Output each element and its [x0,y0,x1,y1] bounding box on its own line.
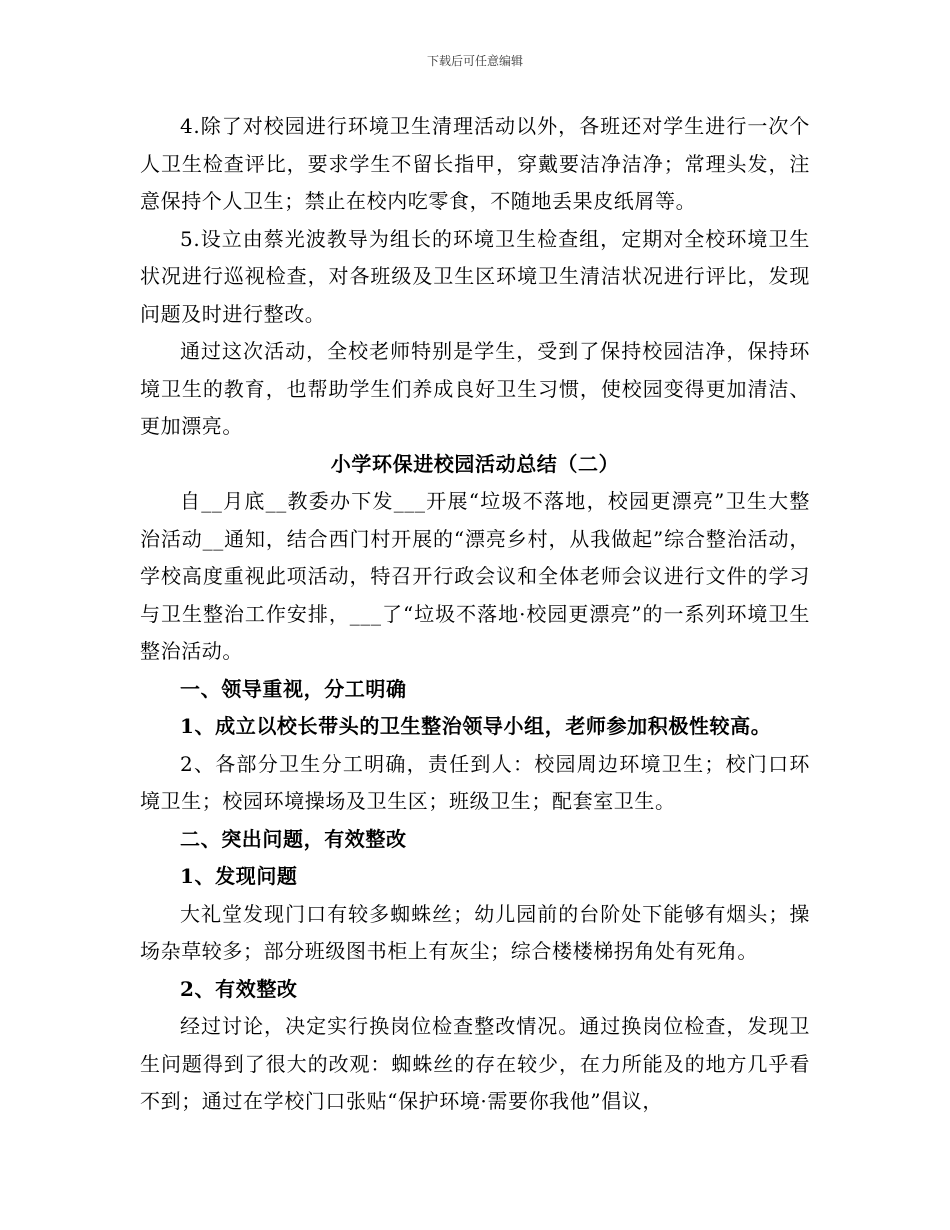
paragraph-rectification: 经过讨论，决定实行换岗位检查整改情况。通过换岗位检查，发现卫生问题得到了很大的改观：蜘蛛丝的存在较少，在力所能及的地方几乎看不到；通过在学校门口张贴“保护环境·需要你我他”倡议， [140,1014,810,1113]
heading-problems: 二、突出问题，有效整改 [180,826,407,851]
paragraph-intro: 自__月底__教委办下发___开展“垃圾不落地，校园更漂亮”卫生大整治活动__通知，结合西门村开展的“漂亮乡村，从我做起”综合整治活动，学校高度重视此项活动，特召开行政会议和全体老师会议进行文件的学习与卫生整治工作安排，___了“垃圾不落地·校园更漂亮”的一系列环境卫生整治活动。 [140,489,810,663]
paragraph-summary: 通过这次活动，全校老师特别是学生，受到了保持校园洁净，保持环境卫生的教育，也帮助学生们养成良好卫生习惯，使校园变得更加清洁、更加漂亮。 [140,339,810,438]
subheading-rectification: 2、有效整改 [180,976,298,1001]
subheading-leading-group: 1、成立以校长带头的卫生整治领导小组，老师参加积极性较高。 [180,714,772,738]
paragraph-division: 2、各部分卫生分工明确，责任到人：校园周边环境卫生；校门口环境卫生；校园环境操场及卫生区；班级卫生；配套室卫生。 [140,751,810,813]
paragraph-item-5: 5.设立由蔡光波教导为组长的环境卫生检查组，定期对全校环境卫生状况进行巡视检查，对各班级及卫生区环境卫生清洁状况进行评比，发现问题及时进行整改。 [140,226,810,326]
section-title: 小学环保进校园活动总结（二） [330,451,620,476]
subheading-find-problems: 1、发现问题 [180,864,298,888]
paragraph-item-4: 4.除了对校园进行环境卫生清理活动以外，各班还对学生进行一次个人卫生检查评比，要求学生不留长指甲，穿戴要洁净洁净；常理头发，注意保持个人卫生；禁止在校内吃零食，不随地丢果皮纸屑等。 [140,114,810,213]
paragraph-problems: 大礼堂发现门口有较多蜘蛛丝；幼儿园前的台阶处下能够有烟头；操场杂草较多；部分班级图书柜上有灰尘；综合楼楼梯拐角处有死角。 [140,901,810,963]
heading-leadership: 一、领导重视，分工明确 [180,676,407,701]
header-note: 下载后可任意编辑 [426,54,523,68]
document-body [140,108,810,1121]
